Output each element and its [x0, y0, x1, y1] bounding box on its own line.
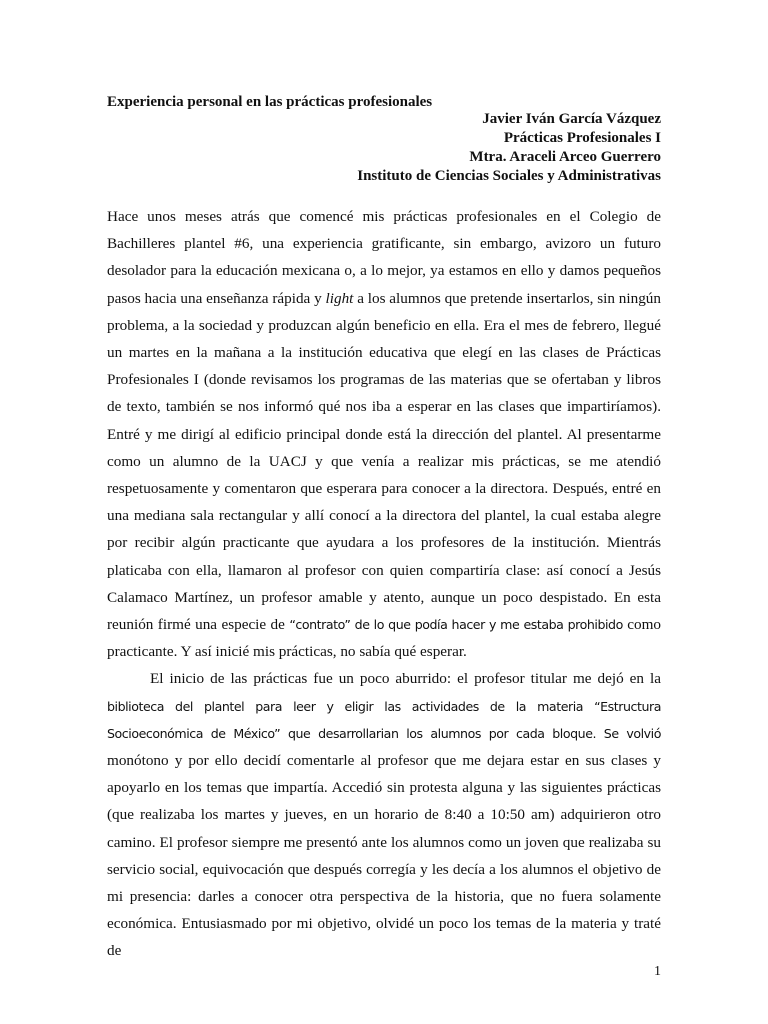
document-title: Experiencia personal en las prácticas profesionales: [107, 94, 433, 110]
paragraph-1-text-b: a los alumnos que pretende insertarlos, sin ningún problema, a la sociedad y produzcan algún beneficio en ella. Era el mes de febrero, llegué un martes en la mañana a la institución educativa que elegí en las clases de Prácticas Profesionales I (donde revisamos los programas de las materias que se ofertaban y libros de texto, también se nos informó qué nos iba a esperar en las clases que impartiríamos). Entré y me dirigí al edificio principal donde está la dirección del plantel. Al presentarme como un alumno de la UACJ y que venía a realizar mis prácticas, se me atendió respetuosamente y comentaron que esperara para conocer a la directora. Después, entré en una mediana sala rectangular y allí conocí a la directora del plantel, la cual estaba alegre por recibir algún practicante que ayudara a los profesores de la institución. Mientrás platicaba con ella, llamaron al profesor con quien compartiría clase: así conocí a Jesús Calamaco Martínez, un profesor amable y atento, aunque un poco despistado. En esta reunión firmé una especie de: [107, 289, 661, 634]
author-info-block: [357, 110, 661, 186]
paragraph-1: [107, 203, 661, 665]
paragraph-1-condensed-text: “contrato” de lo que podía hacer y me estaba prohibido: [289, 617, 623, 633]
paragraph-2: [107, 665, 661, 964]
teacher-name: Mtra. Araceli Arceo Guerrero: [469, 149, 661, 165]
paragraph-2-condensed-text: biblioteca del plantel para leer y eligir las actividades de la materia “Estructura Socioeconómica de México” que desarrollarian los alumnos por cada bloque. Se volvió: [107, 698, 661, 741]
paragraph-1-text-a: Hace unos meses atrás que comencé mis prácticas profesionales en el Colegio de Bachilleres plantel #6, una experiencia gratificante, sin embargo, avizoro un futuro desolador para la educación mexicana o, a lo mejor, ya estamos en ello y damos pequeños pasos hacia una enseñanza rápida y: [107, 208, 661, 307]
document-body: [107, 203, 661, 965]
institute-name: Instituto de Ciencias Sociales y Administrativas: [357, 168, 661, 184]
course-name: Prácticas Profesionales I: [503, 130, 661, 146]
paragraph-2-text-a: El inicio de las prácticas fue un poco aburrido: el profesor titular me dejó en la: [150, 670, 661, 688]
paragraph-1-text-c: como practicante. Y así inicié mis prácticas, no sabía qué esperar.: [107, 616, 662, 661]
author-name: Javier Iván García Vázquez: [482, 111, 661, 127]
paragraph-1-italic-light: light: [325, 289, 354, 307]
page-number: 1: [654, 964, 661, 979]
paragraph-2-text-b: monótono y por ello decidí comentarle al profesor que me dejara estar en sus clases y apoyarlo en los temas que impartía. Accedió sin protesta alguna y las siguientes prácticas (que realizaba los martes y jueves, en un horario de 8:40 a 10:50 am) adquirieron otro camino. El profesor siempre me presentó ante los alumnos como un joven que realizaba su servicio social, equivocación que después corregía y les decía a los alumnos el objetivo de mi presencia: darles a conocer otra perspectiva de la historia, que no fuera solamente económica. Entusiasmado por mi objetivo, olvidé un poco los temas de la materia y traté de: [107, 752, 661, 960]
